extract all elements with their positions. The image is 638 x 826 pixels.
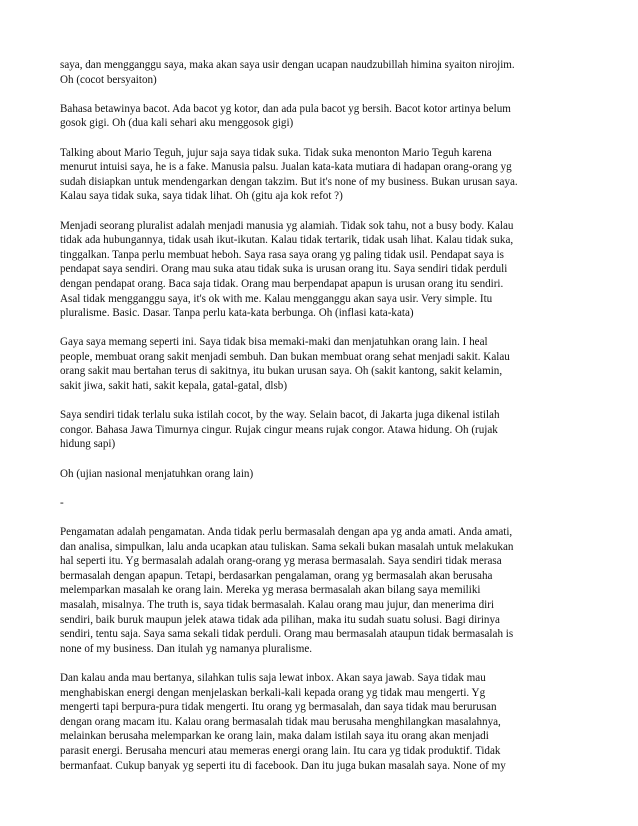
- paragraph-8: Pengamatan adalah pengamatan. Anda tidak perlu bermasalah dengan apa yg anda amati. Anda amati, dan analisa, simpulkan, lalu anda ucapkan atau tuliskan. Sama sekali bukan masalah untuk melakukan hal seperti itu. Yg bermasalah adalah orang-orang yg merasa bermasalah. Saya sendiri tidak merasa bermasalah dengan apapun. Tetapi, berdasarkan pengalaman, orang yg bermasalah akan berusaha melemparkan masalah ke orang lain. Mereka yg merasa bermasalah akan bilang saya memiliki masalah, misalnya. The truth is, saya tidak bermasalah. Kalau orang mau jujur, dan menerima diri sendiri, baik buruk maupun jelek atawa tidak ada pilihan, maka itu sudah suatu solusi. Bagi dirinya sendiri, tentu saja. Saya sama sekali tidak perduli. Orang mau bermasalah ataupun tidak bermasalah is none of my business. Dan itulah yg namanya pluralisme.: [60, 526, 514, 655]
- paragraph-5: Gaya saya memang seperti ini. Saya tidak bisa memaki-maki dan menjatuhkan orang lain. I heal people, membuat orang sakit menjadi sembuh. Dan bukan membuat orang sehat menjadi sakit. Kalau orang sakit mau bertahan terus di sakitnya, itu bukan urusan saya. Oh (sakit kantong, sakit kelamin, sakit jiwa, sakit hati, sakit kepala, gatal-gatal, dlsb): [60, 336, 510, 393]
- section-separator: -: [60, 496, 64, 509]
- paragraph-3: Talking about Mario Teguh, jujur saja saya tidak suka. Tidak suka menonton Mario Teguh karena menurut intuisi saya, he is a fake. Manusia palsu. Jualan kata-kata mutiara di hadapan orang-orang yg sudah disiapkan untuk mendengarkan dengan takzim. But it's none of my business. Bukan urusan saya. Kalau saya tidak suka, saya tidak lihat. Oh (gitu aja kok refot ?): [60, 146, 518, 203]
- paragraph-4: Menjadi seorang pluralist adalah menjadi manusia yg alamiah. Tidak sok tahu, not a busy body. Kalau tidak ada hubungannya, tidak usah ikut-ikutan. Kalau tidak tertarik, tidak usah lihat. Kalau tidak suka, tinggalkan. Tanpa perlu membuat heboh. Saya rasa saya orang yg paling tidak usil. Pendapat saya is pendapat saya sendiri. Orang mau suka atau tidak suka is urusan orang itu. Saya sendiri tidak perduli dengan pendapat orang. Baca saja tidak. Orang mau berpendapat apapun is urusan orang itu sendiri. Asal tidak mengganggu saya, it's ok with me. Kalau mengganggu akan saya usir. Very simple. Itu pluralisme. Basic. Dasar. Tanpa perlu kata-kata berbunga. Oh (inflasi kata-kata): [60, 219, 514, 320]
- paragraph-2: Bahasa betawinya bacot. Ada bacot yg kotor, dan ada pula bacot yg bersih. Bacot kotor artinya belum gosok gigi. Oh (dua kali sehari aku menggosok gigi): [60, 102, 511, 130]
- paragraph-9: Dan kalau anda mau bertanya, silahkan tulis saja lewat inbox. Akan saya jawab. Saya tidak mau menghabiskan energi dengan menjelaskan berkali-kali kepada orang yg tidak mau mengerti. Yg mengerti tapi berpura-pura tidak mengerti. Itu orang yg bermasalah, dan saya tidak mau berurusan dengan orang macam itu. Kalau orang bermasalah tidak mau berusaha menghilangkan masalahnya, melainkan berusaha melemparkan ke orang lain, maka dalam istilah saya itu orang akan menjadi parasit energi. Berusaha mencuri atau memeras energi orang lain. Itu cara yg tidak produktif. Tidak bermanfaat. Cukup banyak yg seperti itu di facebook. Dan itu juga bukan masalah saya. None of my: [60, 671, 506, 772]
- paragraph-1: saya, dan mengganggu saya, maka akan saya usir dengan ucapan naudzubillah himina syaiton nirojim. Oh (cocot bersyaiton): [60, 59, 515, 86]
- paragraph-6: Saya sendiri tidak terlalu suka istilah cocot, by the way. Selain bacot, di Jakarta juga dikenal istilah congor. Bahasa Jawa Timurnya cingur. Rujak cingur means rujak congor. Atawa hidung. Oh (rujak hidung sapi): [60, 409, 500, 451]
- paragraph-7: Oh (ujian nasional menjatuhkan orang lain): [60, 467, 254, 480]
- document-page: [60, 58, 580, 788]
